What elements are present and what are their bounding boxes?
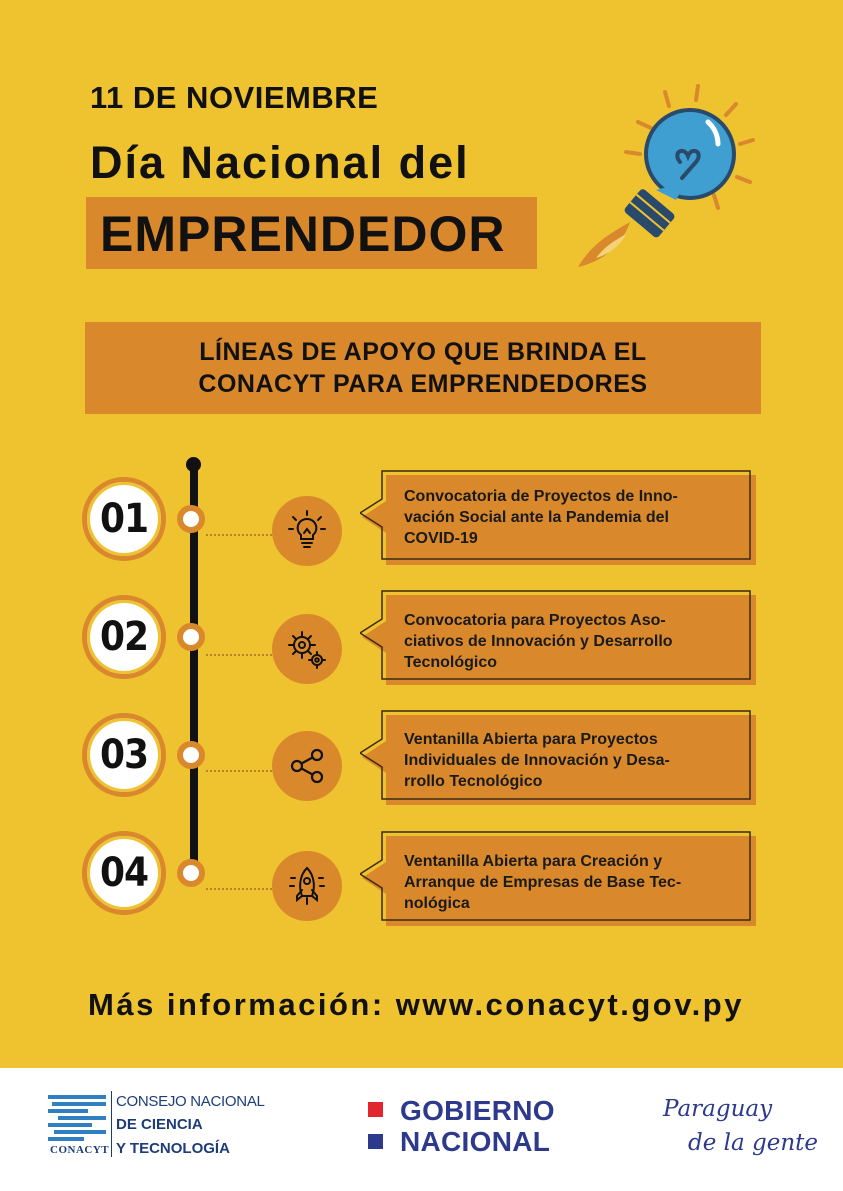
item-text-02-line-3: Tecnológico [404,654,498,671]
conacyt-name-line-1: CONSEJO NACIONAL [116,1093,265,1110]
item-text-03-line-3: rrollo Tecnológico [404,773,543,790]
paraguay-slogan-line-2: de la gente [688,1130,819,1156]
item-text-01-line-1: Convocatoria de Proyectos de Inno- [404,488,678,505]
item-text-04-line-2: Arranque de Empresas de Base Tec- [404,874,682,891]
item-text-03-line-1: Ventanilla Abierta para Proyectos [404,731,658,748]
conacyt-logo-icon [48,1093,110,1145]
more-info-link[interactable]: Más información: www.conacyt.gov.py [88,987,744,1022]
title-line-1: Día Nacional del [90,137,470,188]
gobierno-line-2: NACIONAL [400,1126,551,1157]
lightbulb-icon [272,496,342,566]
item-text-03-line-2: Individuales de Innovación y Desa- [404,752,670,769]
conacyt-acronym: CONACYT [50,1144,110,1156]
conacyt-name-line-3: Y TECNOLOGÍA [116,1140,230,1157]
item-text-02 [404,610,734,673]
item-text-04-line-3: nológica [404,895,470,912]
gobierno-blue-square-icon [368,1134,383,1149]
conacyt-name-line-2: DE CIENCIA [116,1116,203,1133]
item-number-03: 03 [82,713,166,797]
support-lines-banner [85,322,761,414]
event-date: 11 DE NOVIEMBRE [90,80,379,115]
gears-icon [272,614,342,684]
item-text-02-line-1: Convocatoria para Proyectos Aso- [404,612,666,629]
timeline-node-02 [177,623,205,651]
lightbulb-rocket-icon [568,82,768,282]
timeline-node-01 [177,505,205,533]
connector-04 [206,888,276,890]
conacyt-divider [111,1091,112,1157]
timeline-node-04 [177,859,205,887]
paraguay-slogan-line-1: Paraguay [663,1096,773,1122]
connector-02 [206,654,276,656]
banner-line-1: LÍNEAS DE APOYO QUE BRINDA EL [199,338,647,366]
item-number-02: 02 [82,595,166,679]
timeline-node-03 [177,741,205,769]
item-text-03 [404,729,734,792]
gobierno-red-square-icon [368,1102,383,1117]
connector-03 [206,770,276,772]
item-text-01-line-2: vación Social ante la Pandemia del [404,509,669,526]
item-text-04 [404,851,734,914]
item-text-01-line-3: COVID-19 [404,530,478,547]
share-icon [272,731,342,801]
title-line-2: EMPRENDEDOR [100,206,506,262]
gobierno-line-1: GOBIERNO [400,1095,555,1126]
connector-01 [206,534,276,536]
item-number-01: 01 [82,477,166,561]
item-text-04-line-1: Ventanilla Abierta para Creación y [404,853,663,870]
item-number-04: 04 [82,831,166,915]
item-text-01 [404,486,734,549]
item-text-02-line-2: ciativos de Innovación y Desarrollo [404,633,673,650]
banner-line-2: CONACYT PARA EMPRENDEDORES [198,370,648,398]
rocket-icon [272,851,342,921]
